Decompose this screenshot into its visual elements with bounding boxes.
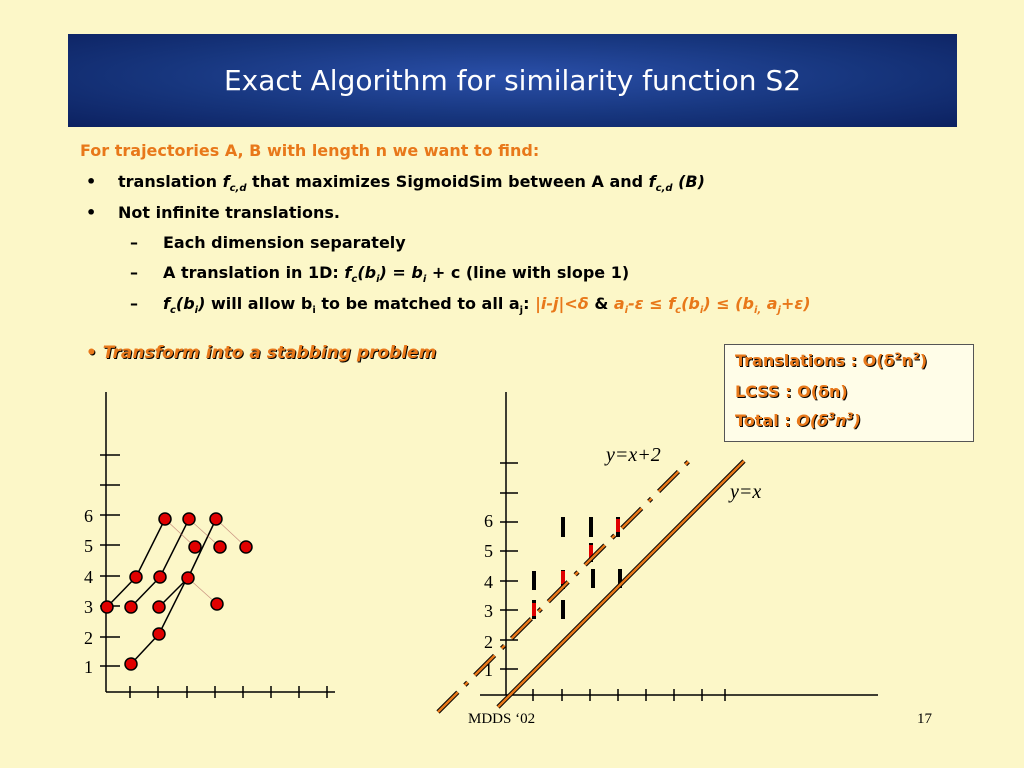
left-y-tickmarks bbox=[100, 455, 120, 666]
dash-symbol: – bbox=[130, 263, 138, 282]
sub-each-dimension: Each dimension separately bbox=[163, 233, 406, 252]
complexity-lcss: LCSS : O(δn) bbox=[735, 382, 848, 401]
dash-symbol: – bbox=[130, 294, 138, 313]
sub-matching-condition: $f_c(b_i)$ will allow $b_i$ to be matched to all $a_j$: |i-j|<δ & $a_i-\varepsilon \le f_c(b_i) \le (b_{i,}$ $a_j+\varepsilon$) bbox=[163, 294, 811, 317]
left-ytick-6: 6 bbox=[84, 506, 93, 526]
right-ytick-1: 1 bbox=[484, 660, 493, 680]
right-ytick-2: 2 bbox=[484, 632, 493, 652]
left-connections bbox=[107, 519, 216, 664]
complexity-translations: Translations : $O(\delta^2n^2)$ bbox=[735, 351, 928, 370]
dash-symbol: – bbox=[130, 233, 138, 252]
right-ytick-6: 6 bbox=[484, 511, 493, 531]
left-ytick-2: 2 bbox=[84, 628, 93, 648]
right-plot bbox=[438, 392, 878, 712]
bullet-translation: translation $f_{c,d}$ that maximizes SigmoidSim between A and $f_{c,d}$ (B) bbox=[118, 172, 705, 195]
right-y-tickmarks bbox=[500, 463, 518, 669]
interval-bars bbox=[534, 517, 620, 619]
slide-title: Exact Algorithm for similarity function S2 bbox=[223, 64, 802, 97]
left-ytick-1: 1 bbox=[84, 657, 93, 677]
line-y-equals-x-plus-2 bbox=[438, 460, 690, 712]
bullet-not-infinite: Not infinite translations. bbox=[118, 203, 340, 222]
bullet-symbol: • bbox=[86, 172, 97, 191]
right-ytick-5: 5 bbox=[484, 541, 493, 561]
left-points bbox=[101, 513, 252, 670]
footer-page-number: 17 bbox=[917, 711, 932, 727]
intro-text: For trajectories A, B with length n we want to find: bbox=[80, 141, 540, 160]
right-ytick-4: 4 bbox=[484, 572, 493, 592]
left-ytick-4: 4 bbox=[84, 567, 93, 587]
right-ytick-3: 3 bbox=[484, 601, 493, 621]
left-plot bbox=[84, 392, 335, 698]
left-ytick-3: 3 bbox=[84, 597, 93, 617]
label-y-equals-x-plus-2: y=x+2 bbox=[606, 444, 661, 466]
left-ytick-5: 5 bbox=[84, 536, 93, 556]
sub-translation-1d: A translation in 1D: $f_c(b_i) = b_i + c$ (line with slope 1) bbox=[163, 263, 630, 286]
footer-conference: MDDS ‘02 bbox=[468, 711, 536, 727]
label-y-equals-x: y=x bbox=[730, 481, 762, 503]
bullet-symbol: • bbox=[86, 203, 97, 222]
bullet-stabbing-problem: • Transform into a stabbing problem bbox=[86, 343, 437, 363]
complexity-total: Total : $O(\delta^3n^3)$ bbox=[735, 411, 861, 430]
